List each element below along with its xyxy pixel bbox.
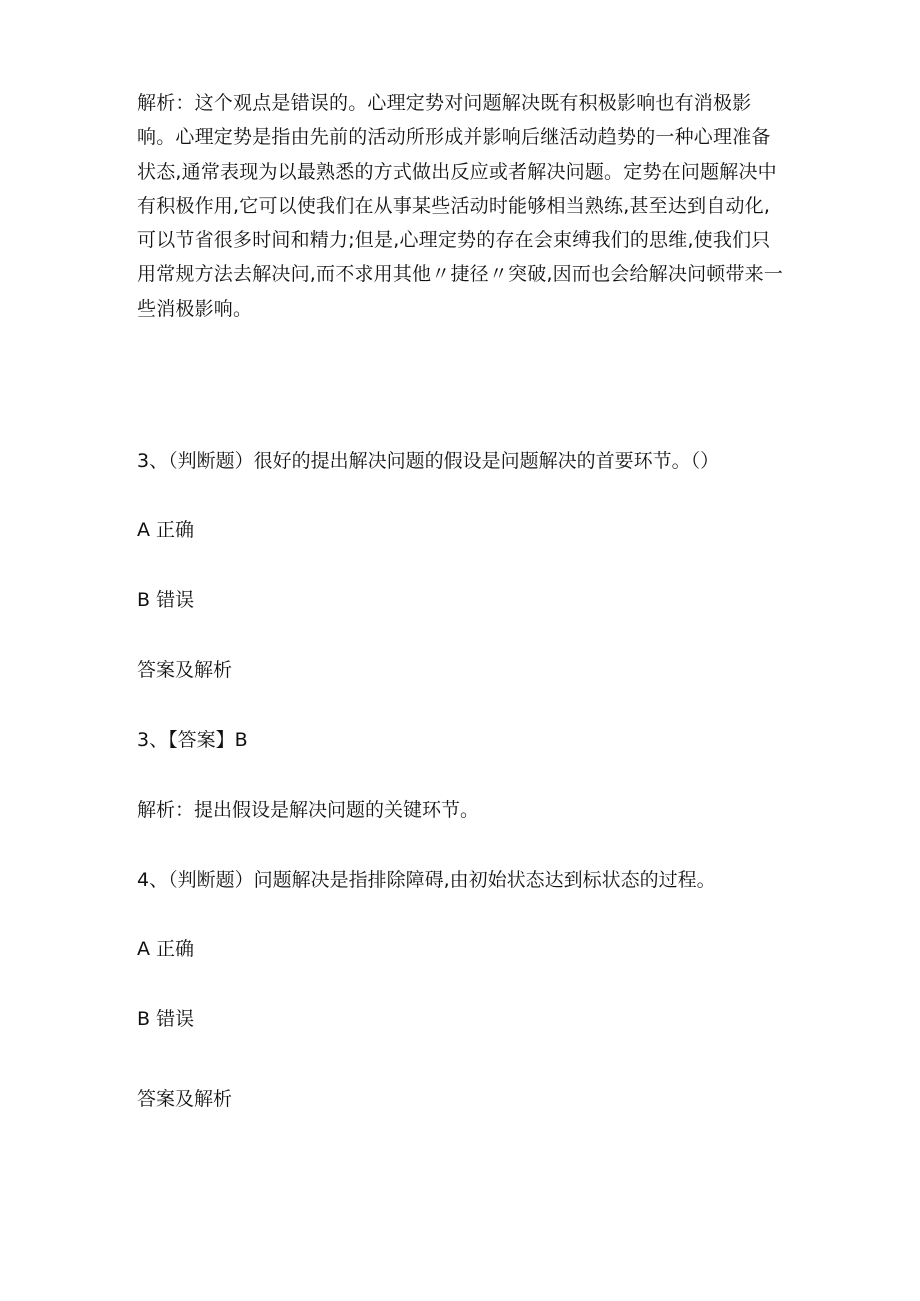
question-3-option-b: B 错误: [137, 589, 195, 611]
question-4-option-b: B 错误: [137, 1008, 195, 1030]
question-3-answer: 3、【答案】B: [137, 729, 248, 751]
question-3-option-a: A 正确: [137, 519, 195, 541]
question-4-text: 4、（判断题）问题解决是指排除障碍,由初始状态达到标状态的过程。: [137, 869, 716, 891]
question-3-explanation: 解析：提出假设是解决问题的关键环节。: [137, 799, 480, 821]
explanation-paragraph-q2: [137, 86, 787, 326]
explanation-text: 这个观点是错误的。心理定势对问题解决既有积极影响也有消极影响。心理定势是指由先前的活动所形成并影响后继活动趋势的一种心理准备状态,通常表现为以最熟悉的方式做出反应或者解决问题。定势在问题解决中有积极作用,它可以使我们在从事某些活动时能够相当熟练,甚至达到自动化,可以节省很多时间和精力;但是,心理定势的存在会束缚我们的思维,使我们只用常规方法去解决问,而不求用其他〃捷径〃突破,因而也会给解决问顿带来一些消极影响。: [137, 92, 784, 320]
question-3-text: 3、（判断题）很好的提出解决问题的假设是问题解决的首要环节。（）: [137, 450, 720, 472]
question-3-answer-heading: 答案及解析: [137, 659, 233, 681]
explanation-label: 解析：: [137, 92, 195, 114]
question-4-option-a: A 正确: [137, 938, 195, 960]
question-4-answer-heading: 答案及解析: [137, 1088, 233, 1110]
